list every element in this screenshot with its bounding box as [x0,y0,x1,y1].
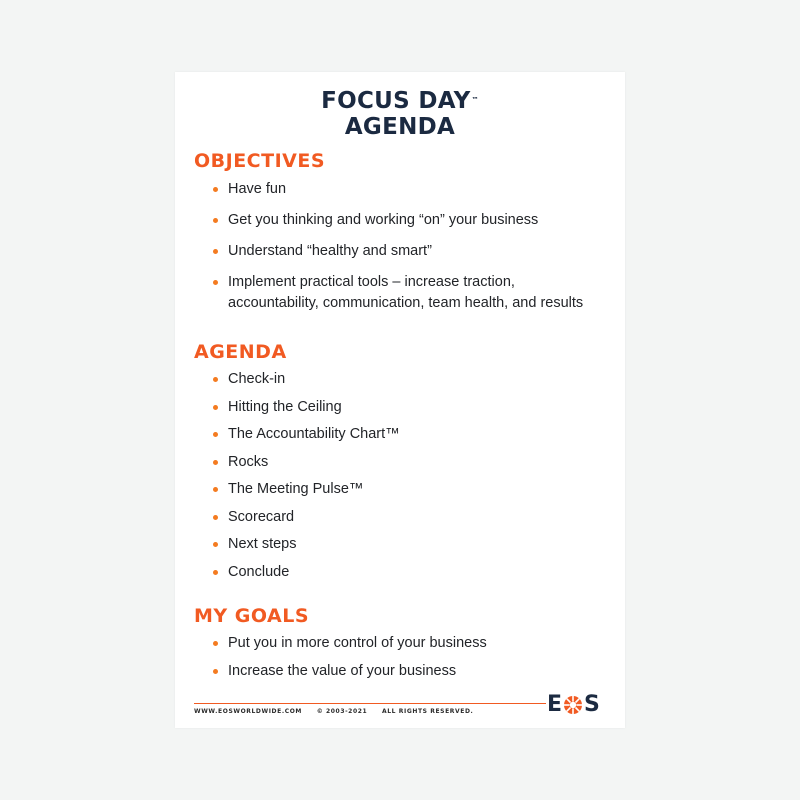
list-item [212,452,612,473]
footer-divider [194,703,546,704]
bullet-icon [213,669,218,674]
title-line-1 [175,88,625,114]
list-item-text: Put you in more control of your business [228,635,487,651]
list-item [212,369,612,390]
eos-logo [547,692,607,718]
bullet-icon [213,641,218,646]
list-item [212,424,612,445]
logo-burst-icon [563,695,583,715]
bullet-icon [213,218,218,223]
list-item-text-continued: accountability, communication, team health, and results [228,295,584,311]
objectives-heading: OBJECTIVES [194,150,326,172]
goals-heading: MY GOALS [194,605,310,627]
list-item-text: The Meeting Pulse™ [228,481,364,497]
agenda-list [212,369,612,583]
list-item-text: Hitting the Ceiling [228,398,342,415]
list-item-text: Scorecard [228,508,295,525]
bullet-icon [213,542,218,547]
bullet-icon [213,487,218,492]
bullet-icon [213,432,218,437]
bullet-icon [213,377,218,382]
goals-list [212,633,612,682]
logo-letter-e: E [547,692,563,717]
list-item-text: The Accountability Chart™ [228,426,400,442]
objectives-list [212,179,612,314]
list-item-text: Rocks [228,453,269,470]
bullet-icon [213,405,218,410]
bullet-icon [213,280,218,285]
bullet-icon [213,460,218,465]
list-item-text: Get you thinking and working “on” your business [228,212,539,228]
list-item [212,661,612,682]
list-item [212,272,612,314]
list-item [212,562,612,583]
footer-text [194,708,485,715]
list-item-text: Check-in [228,371,286,387]
trademark-mark: ™ [471,96,479,104]
list-item-text: Have fun [228,181,287,197]
list-item [212,507,612,528]
list-item [212,241,612,262]
agenda-heading: AGENDA [194,341,287,363]
bullet-icon [213,570,218,575]
list-item [212,179,612,200]
list-item-text: Understand “healthy and smart” [228,243,432,259]
list-item [212,210,612,231]
footer-copyright: © 2003-2021 [316,708,368,715]
footer-website: WWW.EOSWORLDWIDE.COM [194,708,302,715]
bullet-icon [213,249,218,254]
list-item-text: Increase the value of your business [228,662,457,679]
bullet-icon [213,187,218,192]
list-item-text: Implement practical tools – increase traction, [228,274,515,290]
agenda-card [175,72,625,728]
list-item [212,397,612,418]
list-item [212,534,612,555]
list-item-text: Next steps [228,536,297,552]
list-item [212,479,612,500]
footer-rights: ALL RIGHTS RESERVED. [381,708,474,715]
logo-letter-s: S [584,692,600,717]
list-item [212,633,612,654]
list-item-text: Conclude [228,563,290,580]
bullet-icon [213,515,218,520]
title-text-1: FOCUS DAY [321,88,471,114]
title-line-2: AGENDA [344,114,456,140]
